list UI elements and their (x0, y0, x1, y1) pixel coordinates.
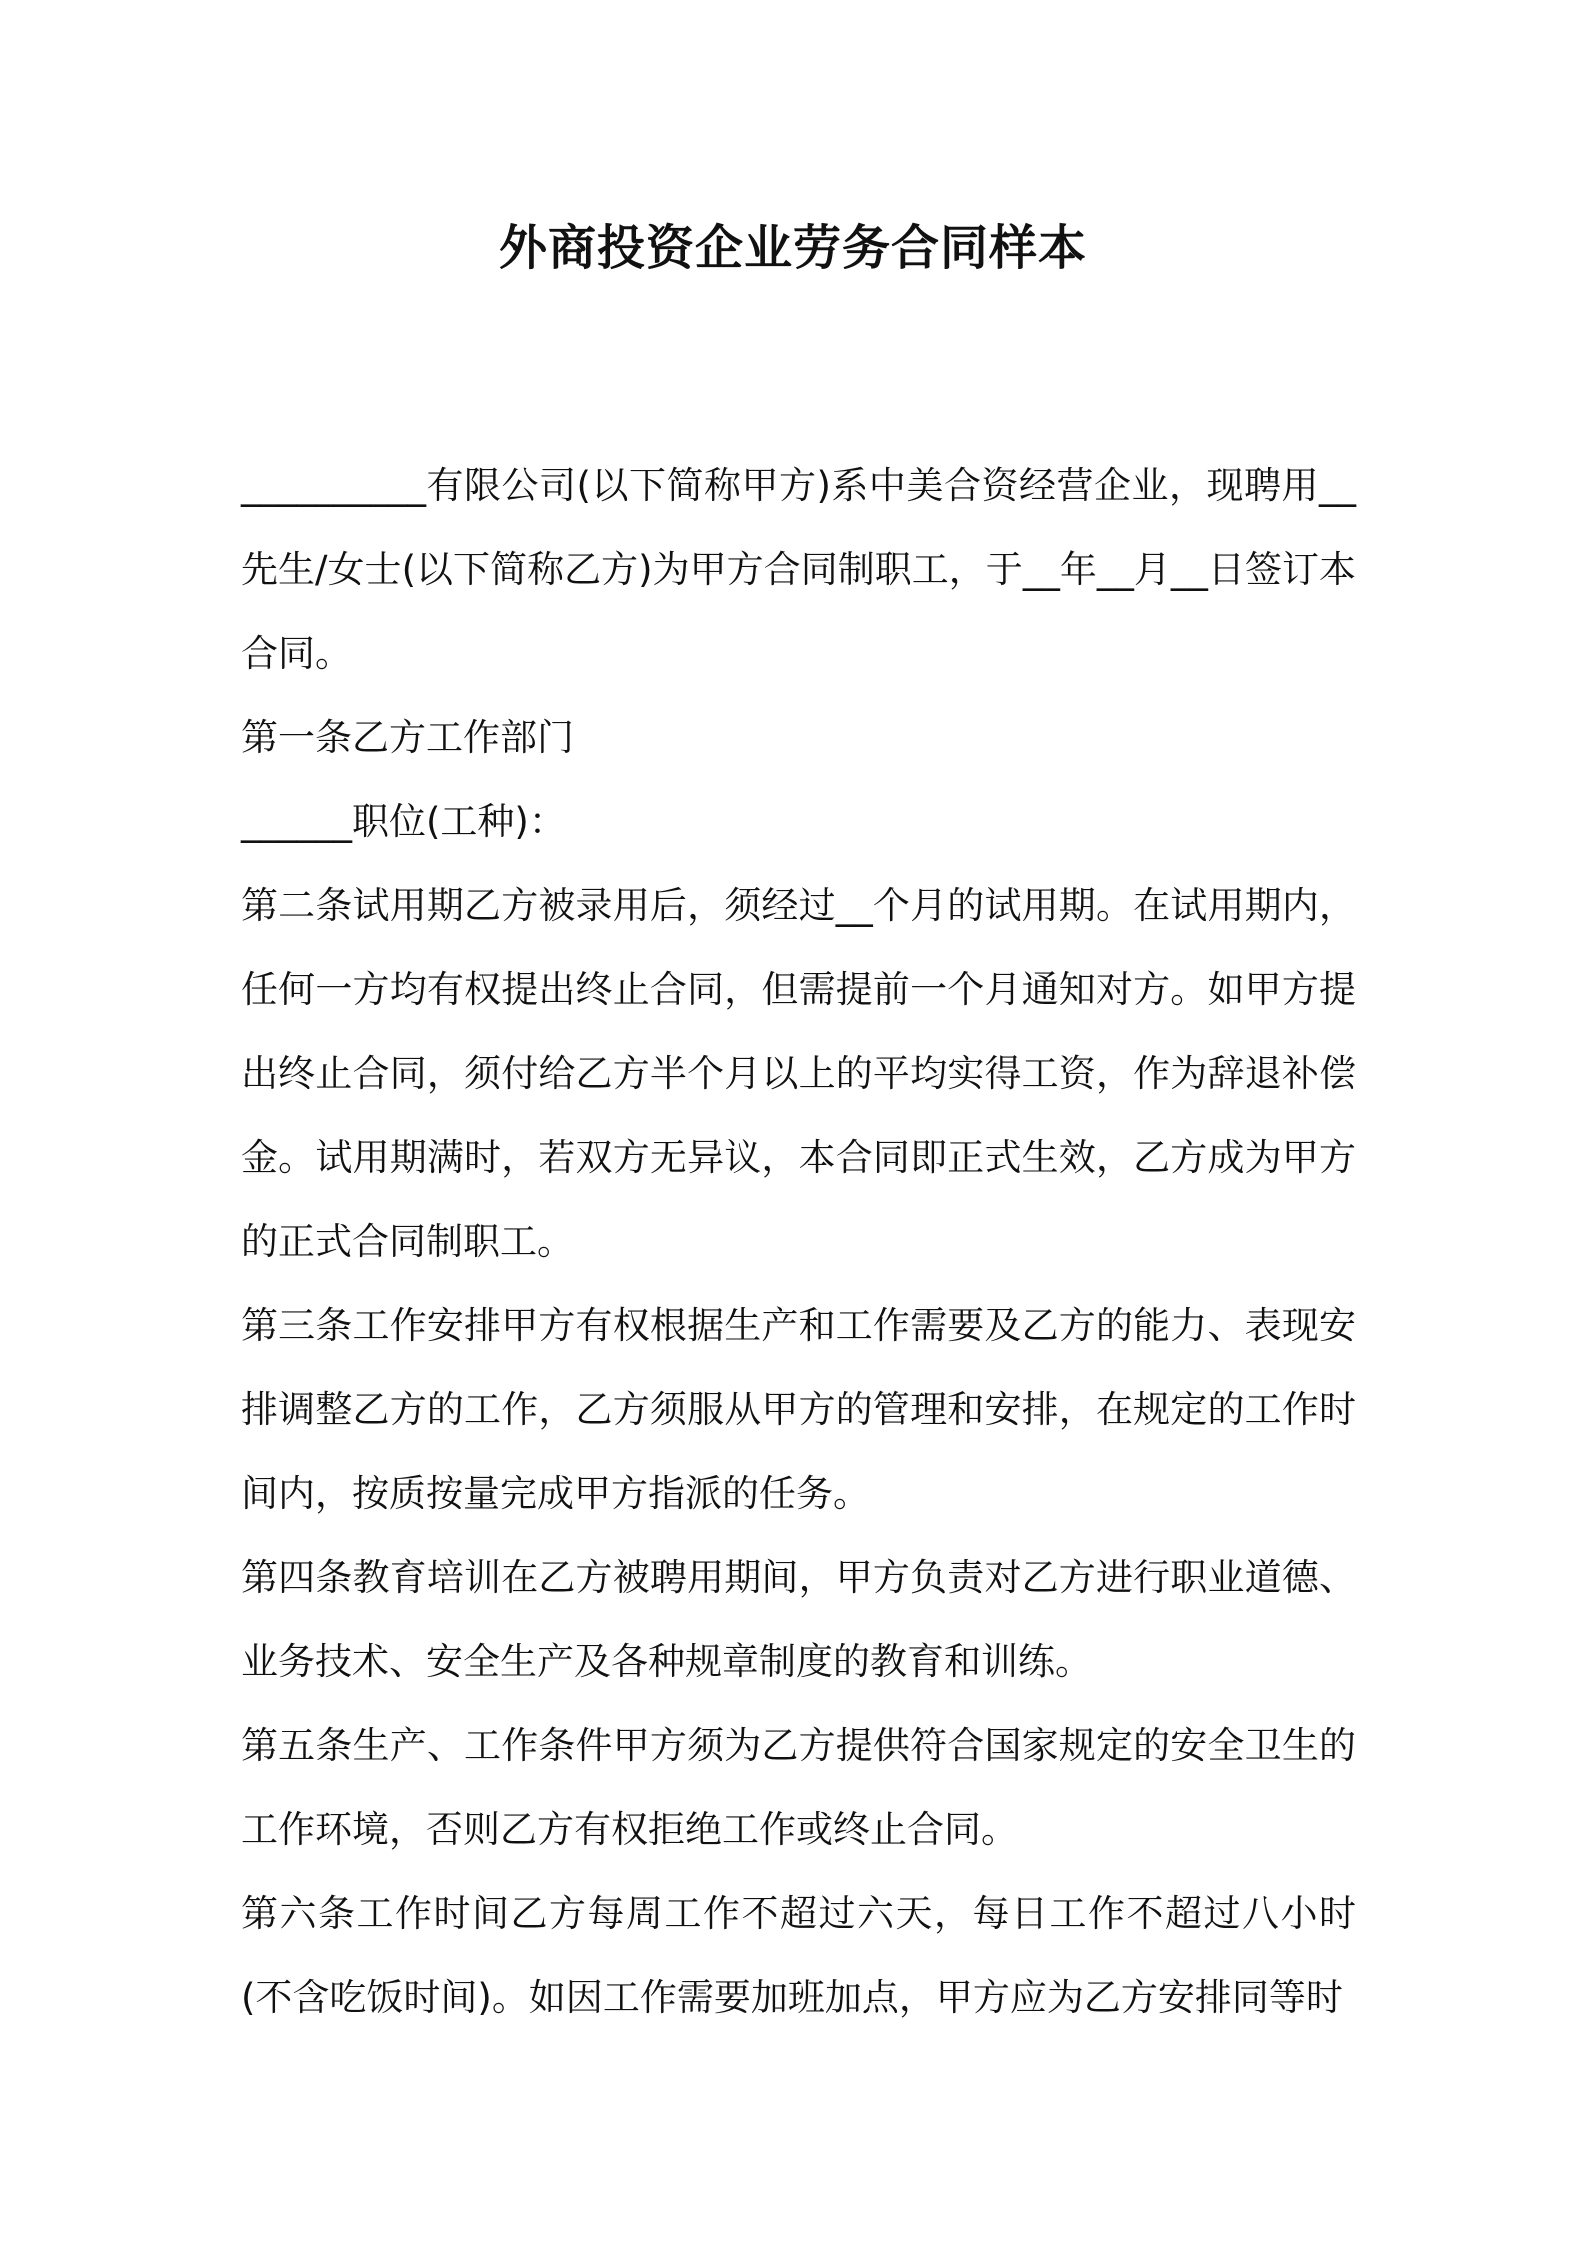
preamble-paragraph: __________有限公司(以下简称甲方)系中美合资经营企业，现聘用__先生/女士(以下简称乙方)为甲方合同制职工，于__年__月__日签订本合同。 (241, 464, 1356, 675)
article-6-paragraph: 第六条工作时间乙方每周工作不超过六天，每日工作不超过八小时(不含吃饭时间)。如因工作需要加班加点，甲方应为乙方安排同等时 (241, 1892, 1356, 2019)
article-3-paragraph: 第三条工作安排甲方有权根据生产和工作需要及乙方的能力、表现安排调整乙方的工作，乙方须服从甲方的管理和安排，在规定的工作时间内，按质按量完成甲方指派的任务。 (241, 1304, 1356, 1515)
article-5-paragraph: 第五条生产、工作条件甲方须为乙方提供符合国家规定的安全卫生的工作环境，否则乙方有权拒绝工作或终止合同。 (241, 1724, 1356, 1851)
article-1-heading: 第一条乙方工作部门 (241, 716, 574, 759)
document-title: 外商投资企业劳务合同样本 (498, 220, 1087, 276)
document-body (241, 444, 1356, 2040)
position-line: ______职位(工种)： (241, 800, 566, 843)
article-2-paragraph: 第二条试用期乙方被录用后，须经过__个月的试用期。在试用期内，任何一方均有权提出终止合同，但需提前一个月通知对方。如甲方提出终止合同，须付给乙方半个月以上的平均实得工资，作为辞退补偿金。试用期满时，若双方无异议，本合同即正式生效，乙方成为甲方的正式合同制职工。 (241, 884, 1356, 1263)
article-4-paragraph: 第四条教育培训在乙方被聘用期间，甲方负责对乙方进行职业道德、业务技术、安全生产及各种规章制度的教育和训练。 (241, 1556, 1356, 1683)
